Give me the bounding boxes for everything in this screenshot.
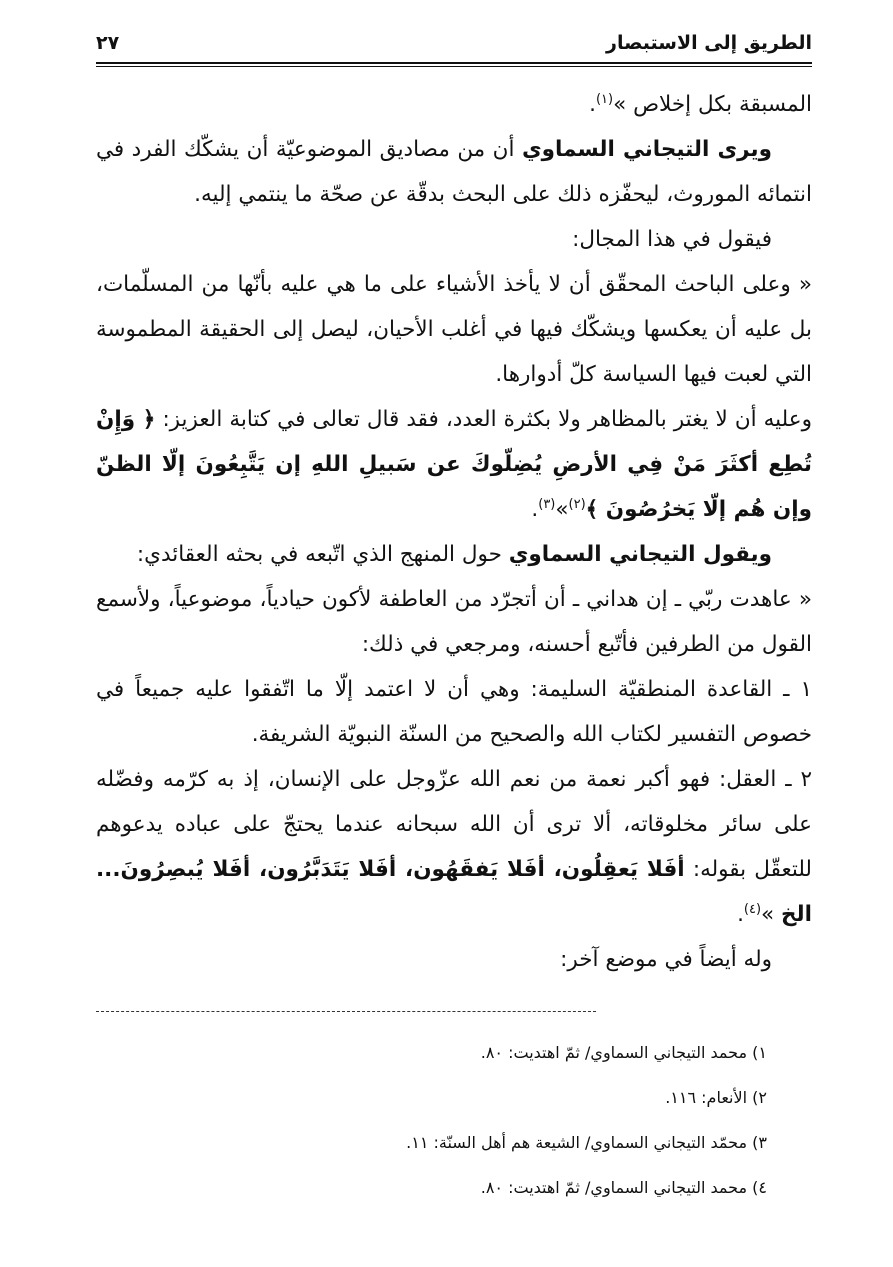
quote-close-1: » (555, 497, 569, 522)
paragraph-6 (96, 532, 812, 577)
paragraph-3 (96, 217, 812, 262)
author-name-2: ويقول التيجاني السماوي (508, 542, 772, 567)
quote-paragraph-1 (96, 262, 812, 397)
main-text (96, 82, 812, 982)
footnote-ref-1: (١) (595, 91, 614, 107)
paragraph-5-text: وعليه أن لا يغتر بالمظاهر ولا بكثرة العدد، فقد قال تعالى في كتابة العزيز: (155, 407, 812, 432)
paragraph-2-text: أن من مصاديق الموضوعيّة أن يشكّك الفرد في انتمائه الموروث، ليحفّزه ذلك على البحث بدقّة عن صحّة ما ينتمي إليه. (96, 137, 812, 207)
quote-paragraph-2 (96, 577, 812, 667)
paragraph-1: المسبقة بكل إخلاص »$^{(١)}$. (589, 91, 812, 117)
paragraph-10 (96, 937, 812, 982)
footnote-1: ١) محمد التيجاني السماوي/ ثمّ اهتديت: ٨٠. (480, 1043, 767, 1062)
footnote-2: ٢) الأنعام: ١١٦. (665, 1088, 767, 1107)
header-rule-thin (96, 66, 812, 67)
footnotes (96, 1030, 812, 1210)
footnote-ref-2: (٢) (568, 496, 586, 512)
quote-close-2: » (761, 902, 782, 927)
paragraph-1-text: المسبقة بكل إخلاص » (613, 92, 812, 117)
quran-verse-2: أفَلا يَعقِلُون، أفَلا يَفقَهُون، أفَلا يَتَدَبَّرُون، أفَلا يُبصِرُونَ... الخ (96, 857, 812, 927)
paragraph-6-text: حول المنهج الذي اتّبعه في بحثه العقائدي: (136, 542, 509, 567)
author-name: ويرى التيجاني السماوي (521, 137, 772, 162)
footnote-4: ٤) محمد التيجاني السماوي/ ثمّ اهتديت: ٨٠. (480, 1178, 767, 1197)
paragraph-10-text: وله أيضاً في موضع آخر: (560, 947, 772, 972)
list-item-1-text: ١ ـ القاعدة المنطقيّة السليمة: وهي أن لا اعتمد إلّا ما اتّفقوا عليه جميعاً في خصوص التفسير لكتاب الله والصحيح من السنّة النبويّة الشريفة. (96, 677, 812, 747)
header-rule (96, 62, 812, 64)
list-item-2: ٢ ـ العقل: فهو أكبر نعمة من نعم الله عزّوجل على الإنسان، إذ به كرّمه وفضّله على سائر مخلوقاته، ألا ترى أن الله سبحانه عندما يحتجّ على عباده يدعوهم للتعقّل بقوله: أفَلا يَعقِلُون، أفَلا يَفقَهُون، أفَلا يَتَدَبَّرُون، أفَلا يُبصِرُونَ... الخ »$^{(٤)}$. (96, 767, 812, 927)
paragraph-2 (96, 127, 812, 217)
list-item-2-text: ٢ ـ العقل: فهو أكبر نعمة من نعم الله عزّوجل على الإنسان، إذ به كرّمه وفضّله على سائر مخلوقاته، ألا ترى أن الله سبحانه عندما يحتجّ على عباده يدعوهم للتعقّل بقوله: (96, 767, 812, 882)
footnote-ref-4: (٤) (743, 901, 762, 917)
page-number: ٢٧ (96, 32, 120, 54)
footnote-ref-3: (٣) (538, 496, 556, 512)
running-header (96, 32, 812, 62)
paragraph-5: وعليه أن لا يغتر بالمظاهر ولا بكثرة العدد، فقد قال تعالى في كتابة العزيز: ﴿ وَإِنْ تُطِع أكثَرَ مَنْ فِي الأرضِ يُضِلّوكَ عن سَبيلِ اللهِ إن يَتَّبِعُونَ إلّا الظنّ وإن هُم إلّا يَخرُصُونَ ﴾$^{(٢)}$»$^{(٣)}$. (96, 407, 812, 522)
footnote-3: ٣) محمّد التيجاني السماوي/ الشيعة هم أهل السنّة: ١١. (406, 1133, 767, 1152)
quote-2-text: « عاهدت ربّي ـ إن هداني ـ أن أتجرّد من العاطفة لأكون حيادياً، موضوعياً، ولأسمع القول من الطرفين فأتّبع أحسنه، ومرجعي في ذلك: (96, 587, 812, 657)
paragraph-3-text: فيقول في هذا المجال: (572, 227, 772, 252)
list-item-1 (96, 667, 812, 757)
quran-verse-1: ﴿ وَإِنْ تُطِع أكثَرَ مَنْ فِي الأرضِ يُضِلّوكَ عن سَبيلِ اللهِ إن يَتَّبِعُونَ إلّا الظنّ وإن هُم إلّا يَخرُصُونَ ﴾ (96, 407, 812, 522)
running-title: الطريق إلى الاستبصار (606, 32, 812, 54)
quote-1-text: « وعلى الباحث المحقّق أن لا يأخذ الأشياء على ما هي عليه بأنّها من المسلّمات، بل عليه أن يعكسها ويشكّك فيها في أغلب الأحيان، ليصل إلى الحقيقة المطموسة التي لعبت فيها السياسة كلّ أدوارها. (96, 272, 812, 387)
footnote-separator (96, 1011, 596, 1012)
